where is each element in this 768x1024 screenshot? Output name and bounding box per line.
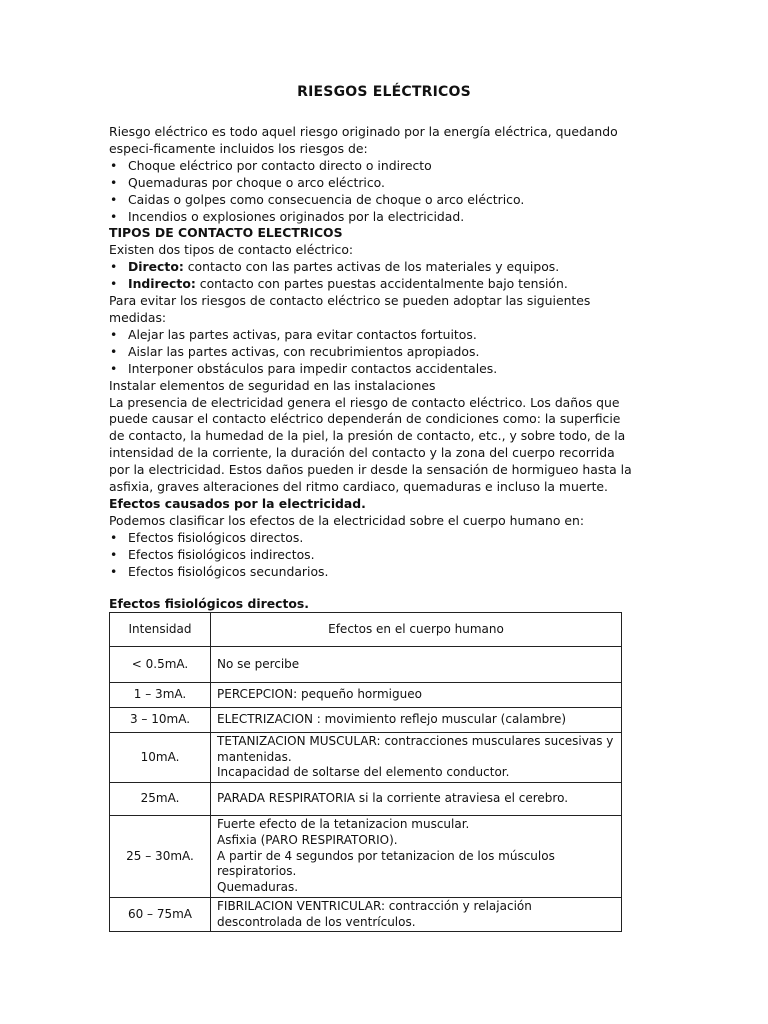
effects-cell: ELECTRIZACION : movimiento reflejo muscular (calambre) bbox=[211, 708, 622, 733]
table-row bbox=[110, 733, 622, 783]
effect-line: Incapacidad de soltarse del elemento conductor. bbox=[217, 765, 510, 780]
presence-paragraph: La presencia de electricidad genera el riesgo de contacto eléctrico. Los daños que puede causar el contacto eléctrico dependerán de condiciones como: la superficie de contacto, la humedad de la piel, la presión de contacto, etc., y sobre todo, de la intensidad de la corriente, la duración del contacto y la zona del cuerpo recorrida por la electricidad. Estos daños pueden ir desde la sensación de hormigueo hasta la asfixia, graves alteraciones del ritmo cardiaco, quemaduras e incluso la muerte. bbox=[109, 394, 632, 495]
intensity-cell: 25mA. bbox=[110, 783, 211, 816]
effect-line: TETANIZACION MUSCULAR: contracciones musculares sucesivas y mantenidas. bbox=[217, 733, 614, 764]
effects-heading: Efectos causados por la electricidad. bbox=[109, 495, 366, 511]
table-row bbox=[110, 816, 622, 898]
list-item: • Efectos fisiológicos directos. bbox=[109, 530, 639, 547]
header-intensity: Intensidad bbox=[110, 613, 211, 647]
list-item: • Incendios o explosiones originados por la electricidad. bbox=[109, 209, 639, 226]
list-item: • Choque eléctrico por contacto directo o indirecto bbox=[109, 158, 639, 175]
effects-cell bbox=[211, 733, 622, 783]
list-item: • Aislar las partes activas, con recubrimientos apropiados. bbox=[109, 344, 639, 361]
measures-list bbox=[109, 327, 639, 378]
effect-line: A partir de 4 segundos por tetanizacion de los músculos respiratorios. bbox=[217, 848, 555, 879]
effect-line: Asfixia (PARO RESPIRATORIO). bbox=[217, 832, 398, 847]
table-row bbox=[110, 898, 622, 932]
intensity-cell: 25 – 30mA. bbox=[110, 816, 211, 898]
effects-list bbox=[109, 530, 639, 581]
effects-cell: No se percibe bbox=[211, 647, 622, 683]
table-header-row bbox=[110, 613, 622, 647]
install-line: Instalar elementos de seguridad en las instalaciones bbox=[109, 377, 436, 393]
list-item: • Efectos fisiológicos secundarios. bbox=[109, 564, 639, 581]
table-row bbox=[110, 783, 622, 816]
contact-type-term: Indirecto: bbox=[128, 276, 196, 292]
table-heading: Efectos fisiológicos directos. bbox=[109, 596, 309, 612]
intensity-cell: 1 – 3mA. bbox=[110, 683, 211, 708]
table-row bbox=[110, 647, 622, 683]
contact-types-list bbox=[109, 259, 639, 293]
spacer bbox=[109, 580, 639, 596]
effects-cell: PERCEPCION: pequeño hormigueo bbox=[211, 683, 622, 708]
effects-cell: PARADA RESPIRATORIA si la corriente atraviesa el cerebro. bbox=[211, 783, 622, 816]
intensity-cell: 10mA. bbox=[110, 733, 211, 783]
list-item bbox=[109, 259, 639, 276]
intensity-cell: 3 – 10mA. bbox=[110, 708, 211, 733]
list-item: • Quemaduras por choque o arco eléctrico. bbox=[109, 175, 639, 192]
list-item: • Interponer obstáculos para impedir contactos accidentales. bbox=[109, 361, 639, 378]
intensity-cell: < 0.5mA. bbox=[110, 647, 211, 683]
effect-line: Quemaduras. bbox=[217, 880, 299, 895]
header-effects: Efectos en el cuerpo humano bbox=[211, 613, 622, 647]
measures-intro: Para evitar los riesgos de contacto eléctrico se pueden adoptar las siguientes medidas: bbox=[109, 293, 591, 325]
table-row bbox=[110, 683, 622, 708]
document-title: RIESGOS ELÉCTRICOS bbox=[297, 84, 471, 100]
document-body bbox=[109, 124, 639, 613]
table-row bbox=[110, 708, 622, 733]
contact-type-term: Directo: bbox=[128, 259, 184, 275]
list-item: • Caidas o golpes como consecuencia de choque o arco eléctrico. bbox=[109, 192, 639, 209]
effects-intro: Podemos clasificar los efectos de la electricidad sobre el cuerpo humano en: bbox=[109, 512, 585, 528]
risks-list bbox=[109, 158, 639, 226]
list-item: • Alejar las partes activas, para evitar contactos fortuitos. bbox=[109, 327, 639, 344]
effects-cell bbox=[211, 816, 622, 898]
contact-intro: Existen dos tipos de contacto eléctrico: bbox=[109, 242, 354, 258]
intro-paragraph: Riesgo eléctrico es todo aquel riesgo originado por la energía eléctrica, quedando especi-ficamente incluidos los riesgos de: bbox=[109, 124, 618, 156]
intensity-cell: 60 – 75mA bbox=[110, 898, 211, 932]
contact-type-text: contacto con partes puestas accidentalmente bajo tensión. bbox=[195, 276, 568, 292]
list-item bbox=[109, 276, 639, 293]
effects-table bbox=[109, 612, 622, 932]
effects-cell: FIBRILACION VENTRICULAR: contracción y relajación descontrolada de los ventrículos. bbox=[211, 898, 622, 932]
list-item: • Efectos fisiológicos indirectos. bbox=[109, 547, 639, 564]
effect-line: Fuerte efecto de la tetanizacion muscular. bbox=[217, 817, 470, 831]
contact-type-text: contacto con las partes activas de los materiales y equipos. bbox=[183, 259, 560, 275]
contact-heading: TIPOS DE CONTACTO ELECTRICOS bbox=[109, 225, 343, 241]
